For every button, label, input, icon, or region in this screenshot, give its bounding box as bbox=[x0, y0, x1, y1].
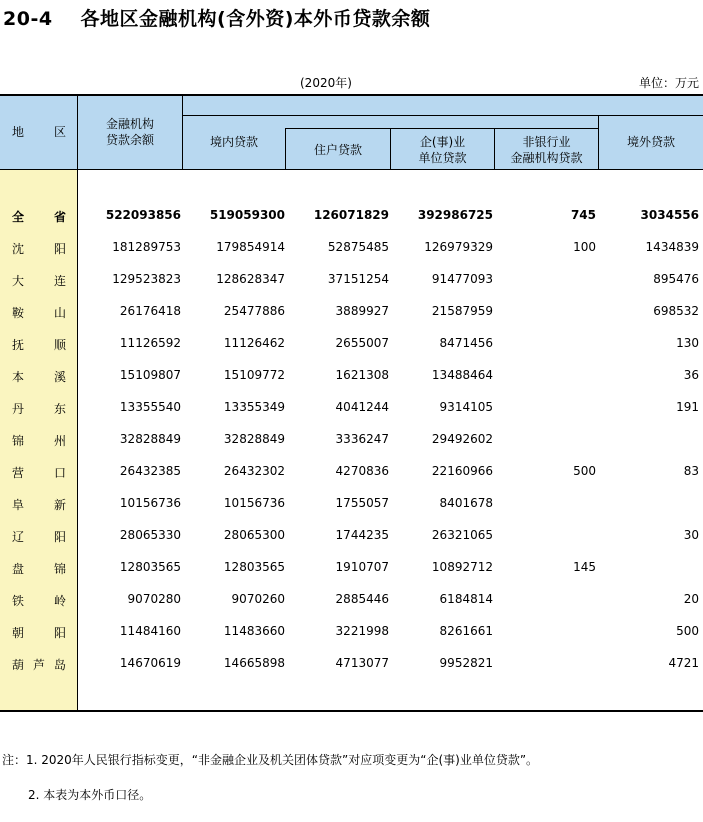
region-cell bbox=[12, 592, 66, 609]
total-cell: 522093856 bbox=[105, 208, 181, 222]
table-row bbox=[0, 392, 703, 424]
region-char: 连 bbox=[53, 274, 66, 288]
region-cell bbox=[12, 528, 66, 545]
domestic-cell: 28065300 bbox=[223, 528, 285, 542]
region-cell bbox=[12, 464, 66, 481]
region-char: 顺 bbox=[53, 338, 66, 352]
region-char: 葫 bbox=[12, 658, 25, 672]
household-cell: 4270836 bbox=[335, 464, 389, 478]
region-char: 大 bbox=[12, 274, 25, 288]
region-cell bbox=[12, 240, 66, 257]
domestic-cell: 11483660 bbox=[223, 624, 285, 638]
region-char: 新 bbox=[53, 498, 66, 512]
footnote-2: 2. 本表为本外币口径。 bbox=[28, 788, 152, 802]
region-char: 铁 bbox=[12, 594, 25, 608]
total-cell: 181289753 bbox=[112, 240, 181, 254]
region-cell bbox=[12, 272, 66, 289]
region-char: 朝 bbox=[12, 626, 25, 640]
household-cell: 3889927 bbox=[335, 304, 389, 318]
household-cell: 126071829 bbox=[313, 208, 389, 222]
total-cell: 10156736 bbox=[119, 496, 181, 510]
domestic-cell: 25477886 bbox=[223, 304, 285, 318]
region-char: 营 bbox=[12, 466, 25, 480]
region-char: 溪 bbox=[53, 370, 66, 384]
region-char: 东 bbox=[53, 402, 66, 416]
nonbank-cell: 745 bbox=[570, 208, 596, 222]
region-char: 锦 bbox=[53, 562, 66, 576]
enterprise-cell: 8401678 bbox=[439, 496, 493, 510]
enterprise-cell: 392986725 bbox=[417, 208, 493, 222]
total-cell: 14670619 bbox=[119, 656, 181, 670]
header-sub-rule-b bbox=[285, 128, 598, 129]
overseas-cell: 4721 bbox=[668, 656, 699, 670]
overseas-cell: 191 bbox=[676, 400, 699, 414]
table-row bbox=[0, 200, 703, 232]
overseas-loans-header: 境外贷款 bbox=[626, 135, 675, 149]
region-char: 芦 bbox=[32, 658, 45, 672]
region-char: 州 bbox=[53, 434, 66, 448]
table-row bbox=[0, 648, 703, 680]
table-row bbox=[0, 552, 703, 584]
total-cell: 129523823 bbox=[112, 272, 181, 286]
domestic-cell: 13355349 bbox=[223, 400, 285, 414]
household-cell: 1755057 bbox=[335, 496, 389, 510]
domestic-cell: 12803565 bbox=[223, 560, 285, 574]
domestic-loans-header: 境内贷款 bbox=[209, 135, 258, 149]
enterprise-header-line1: 企(事)业 bbox=[419, 135, 466, 149]
household-cell: 2885446 bbox=[335, 592, 389, 606]
total-cell: 12803565 bbox=[119, 560, 181, 574]
domestic-cell: 179854914 bbox=[216, 240, 285, 254]
overseas-cell: 500 bbox=[676, 624, 699, 638]
table-row bbox=[0, 264, 703, 296]
enterprise-cell: 13488464 bbox=[431, 368, 493, 382]
total-cell: 9070280 bbox=[127, 592, 181, 606]
overseas-cell: 36 bbox=[683, 368, 699, 382]
total-cell: 11126592 bbox=[119, 336, 181, 350]
enterprise-cell: 91477093 bbox=[431, 272, 493, 286]
table-row bbox=[0, 424, 703, 456]
overseas-cell: 895476 bbox=[653, 272, 699, 286]
domestic-cell: 128628347 bbox=[216, 272, 285, 286]
region-cell bbox=[12, 304, 66, 321]
region-char: 沈 bbox=[12, 242, 25, 256]
region-char: 丹 bbox=[12, 402, 25, 416]
household-cell: 1621308 bbox=[335, 368, 389, 382]
table-title: 各地区金融机构(含外资)本外币贷款余额 bbox=[80, 8, 431, 30]
total-cell: 28065330 bbox=[119, 528, 181, 542]
nonbank-cell: 145 bbox=[573, 560, 596, 574]
overseas-cell: 130 bbox=[676, 336, 699, 350]
enterprise-cell: 8471456 bbox=[439, 336, 493, 350]
year-label: (2020年) bbox=[300, 76, 352, 90]
region-cell bbox=[12, 496, 66, 513]
domestic-cell: 519059300 bbox=[209, 208, 285, 222]
region-char: 岭 bbox=[53, 594, 66, 608]
household-cell: 4713077 bbox=[335, 656, 389, 670]
nonbank-header-line1: 非银行业 bbox=[522, 135, 571, 149]
page-title bbox=[3, 4, 430, 31]
region-char: 阜 bbox=[12, 498, 25, 512]
table-top-rule bbox=[0, 94, 703, 96]
table-number: 20-4 bbox=[3, 8, 53, 30]
region-cell bbox=[12, 368, 66, 385]
domestic-cell: 9070260 bbox=[231, 592, 285, 606]
overseas-cell: 20 bbox=[683, 592, 699, 606]
region-cell bbox=[12, 400, 66, 417]
region-header-char-1: 地 bbox=[12, 125, 25, 139]
header-sub-rule-a bbox=[182, 115, 703, 116]
region-cell bbox=[12, 624, 66, 641]
overseas-cell: 3034556 bbox=[640, 208, 699, 222]
overseas-cell: 83 bbox=[683, 464, 699, 478]
enterprise-cell: 29492602 bbox=[431, 432, 493, 446]
total-loans-header-line1: 金融机构 bbox=[105, 117, 154, 131]
enterprise-header-line2: 单位贷款 bbox=[418, 151, 467, 165]
region-cell bbox=[12, 656, 66, 673]
total-cell: 13355540 bbox=[119, 400, 181, 414]
table-row bbox=[0, 488, 703, 520]
region-cell bbox=[12, 336, 66, 353]
table-row bbox=[0, 232, 703, 264]
domestic-cell: 10156736 bbox=[223, 496, 285, 510]
household-cell: 1744235 bbox=[335, 528, 389, 542]
region-char: 锦 bbox=[12, 434, 25, 448]
region-char: 岛 bbox=[53, 658, 66, 672]
region-char: 鞍 bbox=[12, 306, 25, 320]
domestic-cell: 15109772 bbox=[223, 368, 285, 382]
household-cell: 1910707 bbox=[335, 560, 389, 574]
enterprise-cell: 6184814 bbox=[439, 592, 493, 606]
nonbank-loans-header bbox=[495, 134, 598, 166]
household-cell: 2655007 bbox=[335, 336, 389, 350]
region-cell bbox=[12, 560, 66, 577]
table-row bbox=[0, 456, 703, 488]
region-cell bbox=[12, 432, 66, 449]
table-row bbox=[0, 616, 703, 648]
region-cell bbox=[12, 208, 66, 225]
region-char: 全 bbox=[12, 210, 25, 224]
header-divider-1 bbox=[182, 96, 183, 169]
table-bottom-rule bbox=[0, 710, 703, 712]
footnotes bbox=[2, 752, 538, 822]
total-cell: 26176418 bbox=[119, 304, 181, 318]
total-cell: 26432385 bbox=[119, 464, 181, 478]
table-row bbox=[0, 296, 703, 328]
enterprise-cell: 8261661 bbox=[439, 624, 493, 638]
overseas-cell: 1434839 bbox=[645, 240, 699, 254]
total-loans-header-line2: 贷款余额 bbox=[105, 133, 154, 147]
region-header bbox=[12, 124, 66, 140]
footnote-1: 注：1. 2020年人民银行指标变更，“非金融企业及机关团体贷款”对应项变更为“企(事)业单位贷款”。 bbox=[2, 753, 539, 767]
region-char: 阳 bbox=[53, 626, 66, 640]
nonbank-cell: 100 bbox=[573, 240, 596, 254]
table-row bbox=[0, 584, 703, 616]
data-table bbox=[0, 94, 703, 712]
household-cell: 3221998 bbox=[335, 624, 389, 638]
enterprise-cell: 126979329 bbox=[424, 240, 493, 254]
enterprise-loans-header bbox=[391, 134, 494, 166]
domestic-cell: 32828849 bbox=[223, 432, 285, 446]
nonbank-cell: 500 bbox=[573, 464, 596, 478]
enterprise-cell: 21587959 bbox=[431, 304, 493, 318]
enterprise-cell: 26321065 bbox=[431, 528, 493, 542]
overseas-cell: 30 bbox=[683, 528, 699, 542]
total-cell: 32828849 bbox=[119, 432, 181, 446]
total-loans-header bbox=[78, 116, 182, 148]
total-cell: 11484160 bbox=[119, 624, 181, 638]
region-char: 阳 bbox=[53, 242, 66, 256]
domestic-cell: 26432302 bbox=[223, 464, 285, 478]
enterprise-cell: 9314105 bbox=[439, 400, 493, 414]
region-char: 辽 bbox=[12, 530, 25, 544]
header-bottom-rule bbox=[0, 169, 703, 170]
region-char: 本 bbox=[12, 370, 25, 384]
nonbank-header-line2: 金融机构贷款 bbox=[510, 151, 583, 165]
region-char: 阳 bbox=[53, 530, 66, 544]
overseas-cell: 698532 bbox=[653, 304, 699, 318]
household-loans-header: 住户贷款 bbox=[313, 143, 362, 157]
table-row bbox=[0, 328, 703, 360]
household-cell: 37151254 bbox=[327, 272, 389, 286]
domestic-cell: 14665898 bbox=[223, 656, 285, 670]
unit-label: 单位：万元 bbox=[638, 76, 699, 90]
region-header-char-2: 区 bbox=[53, 125, 66, 139]
total-cell: 15109807 bbox=[119, 368, 181, 382]
region-char: 盘 bbox=[12, 562, 25, 576]
region-char: 抚 bbox=[12, 338, 25, 352]
domestic-cell: 11126462 bbox=[223, 336, 285, 350]
table-row bbox=[0, 520, 703, 552]
household-cell: 3336247 bbox=[335, 432, 389, 446]
enterprise-cell: 22160966 bbox=[431, 464, 493, 478]
region-char: 口 bbox=[53, 466, 66, 480]
region-char: 省 bbox=[53, 210, 66, 224]
household-cell: 52875485 bbox=[327, 240, 389, 254]
table-row bbox=[0, 360, 703, 392]
household-cell: 4041244 bbox=[335, 400, 389, 414]
enterprise-cell: 9952821 bbox=[439, 656, 493, 670]
region-char: 山 bbox=[53, 306, 66, 320]
enterprise-cell: 10892712 bbox=[431, 560, 493, 574]
